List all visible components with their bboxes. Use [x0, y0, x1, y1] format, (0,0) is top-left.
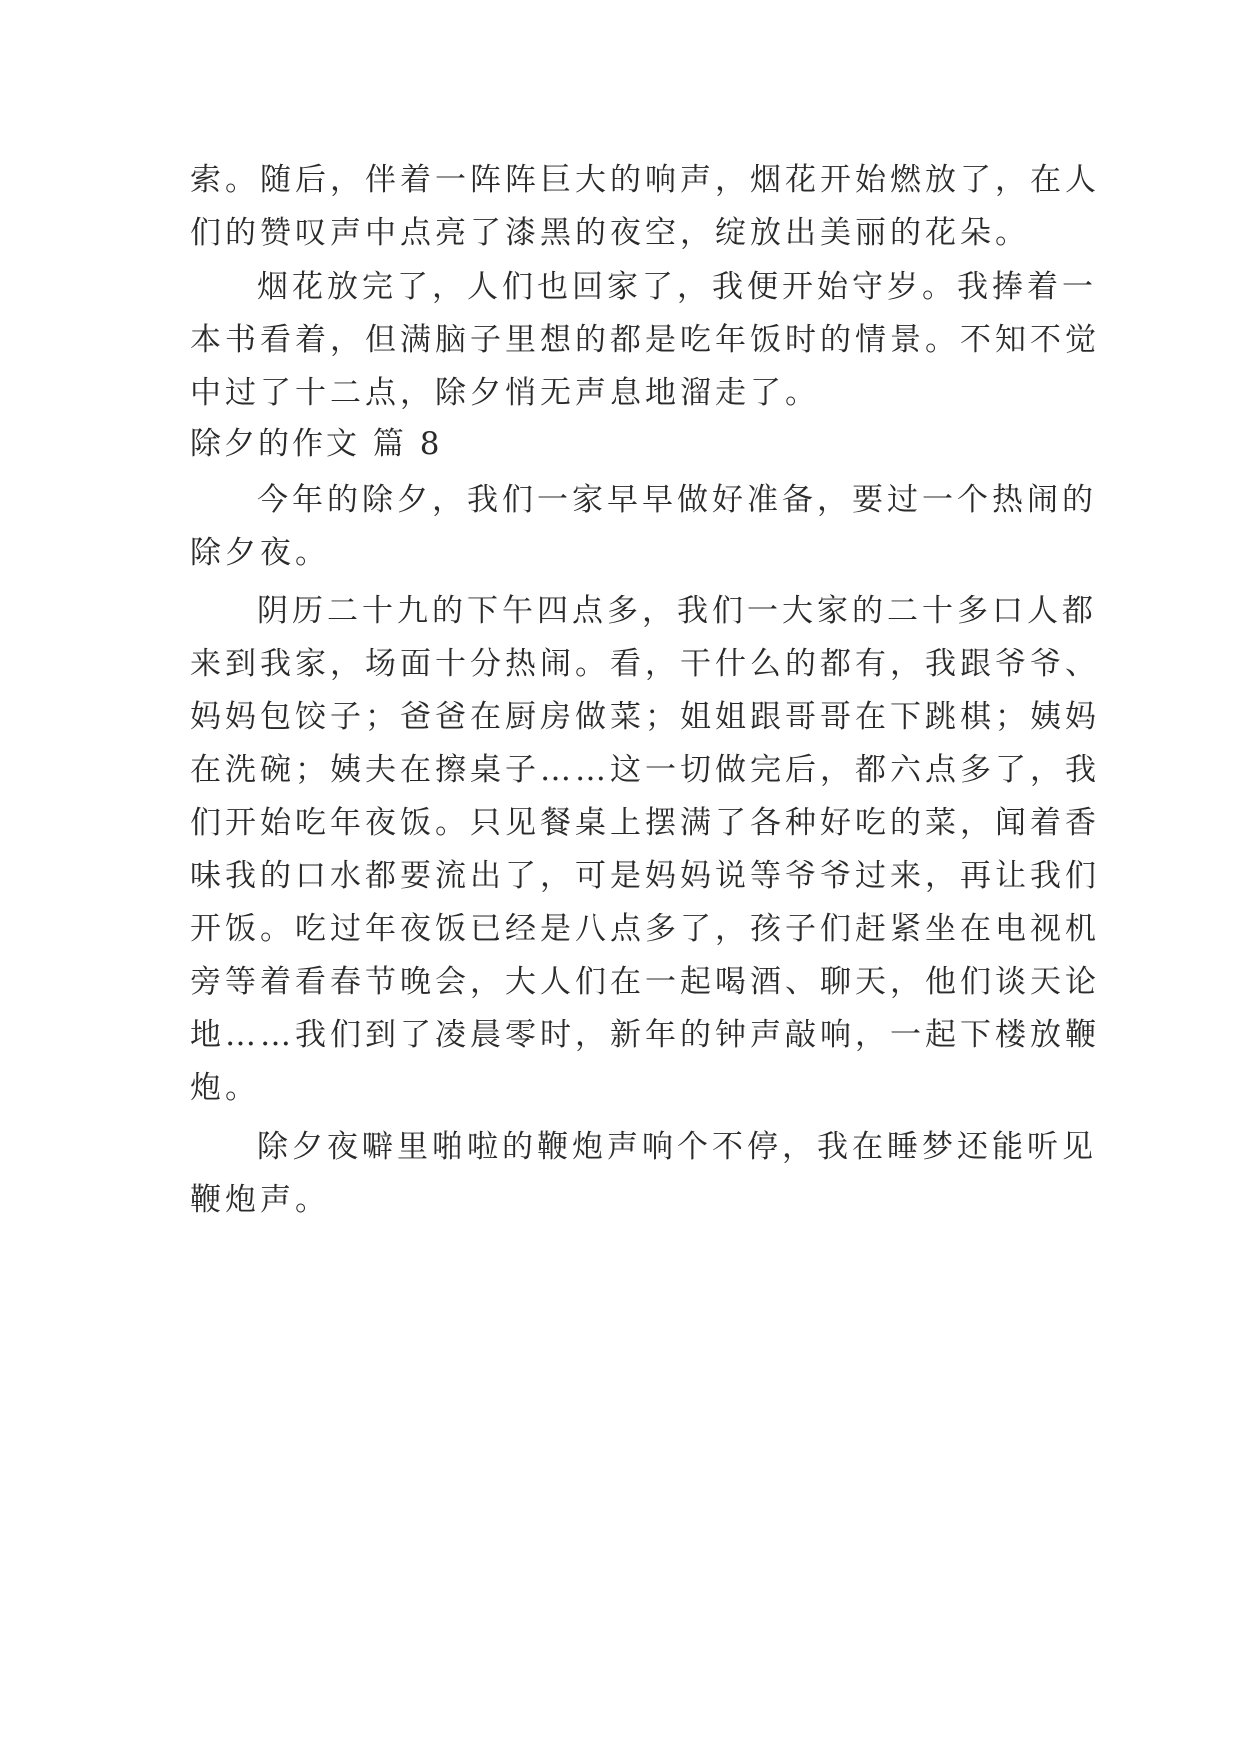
text-line: 鞭炮声。 — [190, 1182, 330, 1218]
text-line: 们的赞叹声中点亮了漆黑的夜空，绽放出美丽的花朵。 — [190, 215, 1030, 251]
text-line: 地……我们到了凌晨零时，新年的钟声敲响，一起下楼放鞭 — [190, 1017, 1100, 1053]
text-line: 们开始吃年夜饭。只见餐桌上摆满了各种好吃的菜，闻着香 — [190, 805, 1100, 841]
text-line: 本书看着，但满脑子里想的都是吃年饭时的情景。不知不觉 — [190, 322, 1100, 358]
text-line: 烟花放完了，人们也回家了，我便开始守岁。我捧着一 — [257, 269, 1097, 305]
text-line: 阴历二十九的下午四点多，我们一大家的二十多口人都 — [257, 593, 1097, 629]
text-line: 中过了十二点，除夕悄无声息地溜走了。 — [190, 375, 820, 411]
text-line: 旁等着看春节晚会，大人们在一起喝酒、聊天，他们谈天论 — [190, 964, 1100, 1000]
text-line: 索。随后，伴着一阵阵巨大的响声，烟花开始燃放了，在人 — [190, 162, 1100, 198]
text-line: 味我的口水都要流出了，可是妈妈说等爷爷过来，再让我们 — [190, 858, 1100, 894]
text-line: 来到我家，场面十分热闹。看，干什么的都有，我跟爷爷、 — [190, 646, 1100, 682]
text-line: 开饭。吃过年夜饭已经是八点多了，孩子们赶紧坐在电视机 — [190, 911, 1100, 947]
text-line: 妈妈包饺子；爸爸在厨房做菜；姐姐跟哥哥在下跳棋；姨妈 — [190, 699, 1100, 735]
text-line: 炮。 — [190, 1070, 260, 1106]
text-line: 除夕夜。 — [190, 535, 330, 571]
text-line: 今年的除夕，我们一家早早做好准备，要过一个热闹的 — [257, 482, 1097, 518]
text-line: 在洗碗；姨夫在擦桌子……这一切做完后，都六点多了，我 — [190, 752, 1100, 788]
text-line: 除夕夜噼里啪啦的鞭炮声响个不停，我在睡梦还能听见 — [257, 1129, 1097, 1165]
section-heading: 除夕的作文 篇 8 — [190, 426, 443, 462]
